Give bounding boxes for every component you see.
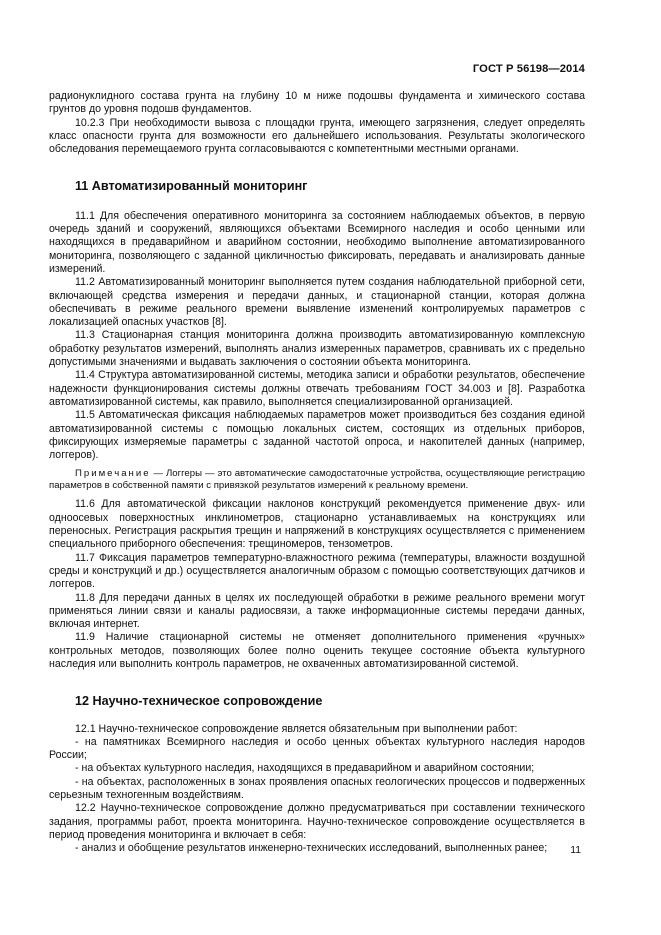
- note: [49, 468, 585, 492]
- paragraph-10-2-3: 10.2.3 При необходимости вывоза с площадки грунта, имеющего загрязнения, следует определять класс опасности грунта для возможности его дальнейшего использования. Результаты экологического обследования перемещаемого грунта согласовываются с компетентными местными органами.: [49, 116, 585, 156]
- list-item: - на объектах культурного наследия, находящихся в предаварийном и аварийном состоянии;: [75, 762, 535, 775]
- paragraph-11-8: 11.8 Для передачи данных в целях их последующей обработки в режиме реального времени могут применяться линии связи и каналы радиосвязи, а также информационные системы передачи данных, включая интернет.: [49, 591, 585, 631]
- list-item: - анализ и обобщение результатов инженерно-технических исследований, выполненных ранее;: [75, 842, 548, 855]
- page-number: 11: [570, 845, 581, 856]
- paragraph-11-3: 11.3 Стационарная станция мониторинга должна производить автоматизированную комплексную обработку результатов измерений, выполнять анализ измеренных параметров, сравнивать их с предельно допустимыми значениями и выдавать заключения о состоянии объекта мониторинга.: [49, 329, 585, 369]
- paragraph-11-5: 11.5 Автоматическая фиксация наблюдаемых параметров может производиться без создания единой автоматизированной системы с помощью локальных систем, состоящих из отдельных приборов, фиксирующих измеряемые параметры с заданной частотой опроса, и накопителей данных (например, логгеров).: [49, 409, 585, 462]
- page-content: [49, 90, 585, 856]
- note-text: — Логгеры — это автоматические самодостаточные устройства, осуществляющие регистрацию параметров в собственной памяти с привязкой результатов измерений к реальному времени.: [49, 468, 585, 492]
- section-11-title: 11 Автоматизированный мониторинг: [75, 179, 308, 194]
- paragraph-11-4: 11.4 Структура автоматизированной системы, методика записи и обработки результатов, обеспечение надежности функционирования системы должны отвечать требованиям ГОСТ 34.003 и [8]. Разработка автоматизированной системы, как правило, выполняется специализированной организацией.: [49, 369, 585, 408]
- list-item: - на памятниках Всемирного наследия и особо ценных объектах культурного наследия народов России;: [49, 735, 585, 762]
- paragraph-11-9: 11.9 Наличие стационарной системы не отменяет дополнительного применения «ручных» контрольных методов, позволяющих более полно оценить текущее состояние объекта культурного наследия или выполнить контроль параметров, не охваченных автоматизированной системой.: [49, 631, 585, 670]
- paragraph-11-7: 11.7 Фиксация параметров температурно-влажностного режима (температуры, влажности воздушной среды и конструкций и др.) осуществляется аналогичным образом с помощью соответствующих датчиков и логгеров.: [49, 551, 585, 591]
- paragraph-12-2: 12.2 Научно-техническое сопровождение должно предусматриваться при составлении технического задания, программы работ, проекта мониторинга. Научно-техническое сопровождение осуществляется в период проведения мониторинга и включает в себя:: [49, 802, 585, 841]
- paragraph-12-1: 12.1 Научно-техническое сопровождение является обязательным при выполнении работ:: [75, 722, 518, 735]
- note-label: Примечание: [75, 468, 151, 480]
- paragraph-11-2: 11.2 Автоматизированный мониторинг выполняется путем создания наблюдательной приборной сети, включающей средства измерения и передачи данных, и стационарной станции, которая должна обеспечивать в режиме реального времени выявление изменений контролируемых параметров с локализацией опасных участков [8].: [49, 276, 585, 329]
- list-item: - на объектах, расположенных в зонах проявления опасных геологических процессов и подверженных серьезным техногенным воздействиям.: [49, 775, 585, 802]
- section-12-title: 12 Научно-техническое сопровождение: [75, 694, 323, 709]
- paragraph-11-1: 11.1 Для обеспечения оперативного мониторинга за состоянием наблюдаемых объектов, в первую очередь зданий и сооружений, являющихся объектами Всемирного наследия и особо ценными или находящихся в предаварийном и аварийном состоянии, необходимо выполнение автоматизированного мониторинга, позволяющего с заданной цикличностью фиксировать, передавать и анализировать данные измерений.: [49, 209, 585, 275]
- paragraph-continued: радионуклидного состава грунта на глубину 10 м ниже подошвы фундамента и химического состава грунтов до уровня подошв фундаментов.: [49, 90, 585, 116]
- paragraph-11-6: 11.6 Для автоматической фиксации наклонов конструкций рекомендуется применение двух- или одноосевых поверхностных инклинометров, стационарно устанавливаемых на конструкциях или переносных. Регистрация раскрытия трещин и напряжений в конструкциях осуществляется с применением специального приборного обеспечения: трещиномеров, тензометров.: [49, 498, 585, 551]
- standard-number: ГОСТ Р 56198—2014: [472, 63, 585, 75]
